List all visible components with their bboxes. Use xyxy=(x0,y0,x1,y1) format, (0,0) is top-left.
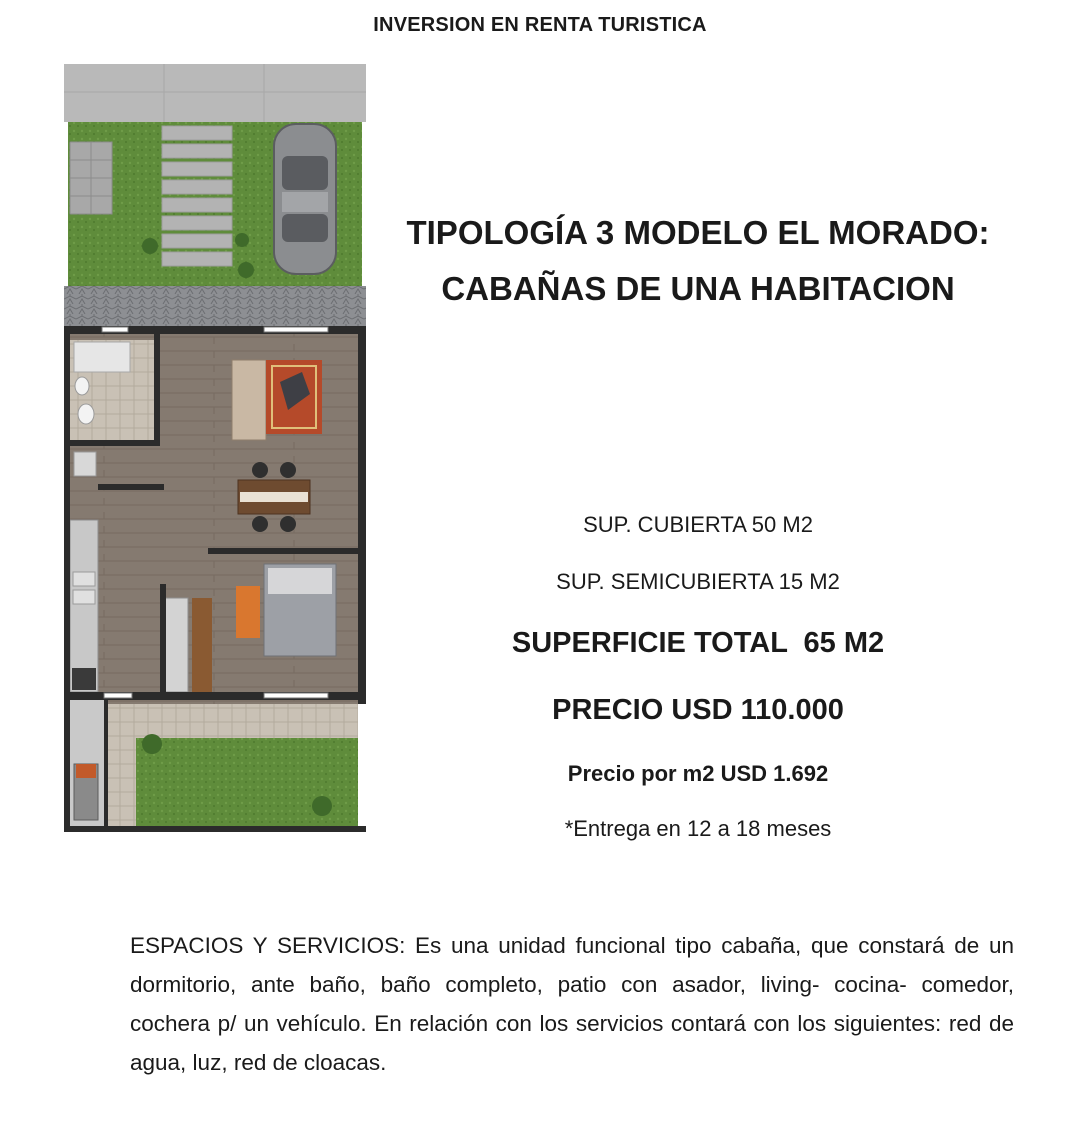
sup-semicubierta: SUP. SEMICUBIERTA 15 M2 xyxy=(556,569,840,594)
superficie-total: SUPERFICIE TOTAL 65 M2 xyxy=(511,627,885,659)
entrega-note: *Entrega en 12 a 18 meses xyxy=(564,816,832,841)
car xyxy=(274,124,336,274)
title-line-1: TIPOLOGÍA 3 MODELO EL MORADO: xyxy=(406,214,990,251)
precio-por-m2: Precio por m2 USD 1.692 xyxy=(567,761,829,786)
title-line-2: CABAÑAS DE UNA HABITACION xyxy=(441,270,955,307)
page-title xyxy=(380,205,1016,317)
sup-cubierta: SUP. CUBIERTA 50 M2 xyxy=(583,512,813,537)
precio: PRECIO USD 110.000 xyxy=(552,694,844,726)
floor-plan-image xyxy=(64,64,366,832)
page-header: INVERSION EN RENTA TURISTICA xyxy=(373,14,707,36)
sidewalk xyxy=(64,64,366,122)
description-paragraph: ESPACIOS Y SERVICIOS: Es una unidad funcional tipo cabaña, que constará de un dormitorio, ante baño, baño completo, patio con asador, living- cocina- comedor, cochera p/ un vehículo. En relación con los servicios contará con los siguientes: red de agua, luz, red de cloacas. xyxy=(130,933,1014,1075)
